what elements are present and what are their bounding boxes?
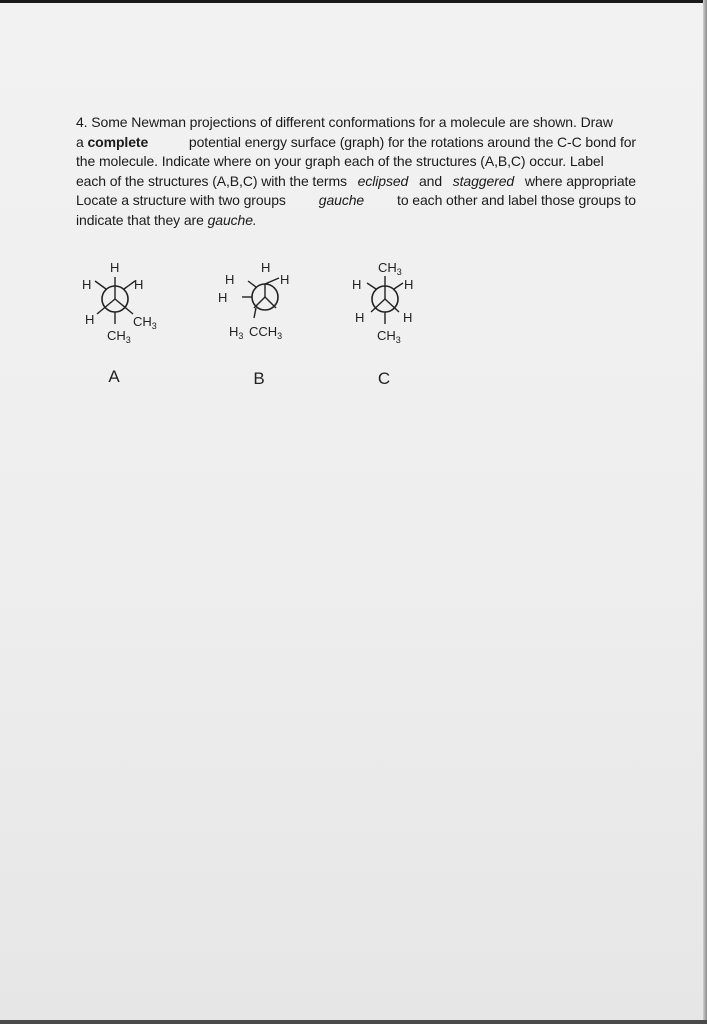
a-back-upper-left-h: H [82,277,92,292]
a-back-upper-right-h: H [134,277,144,292]
question-line-1: 4. Some Newman projections of different conformations for a molecule are shown. Draw [76,114,613,130]
c-upper-left-h: H [352,277,362,292]
question-line-4: each of the structures (A,B,C) with the terms eclipsed and staggered where appropriate [76,172,636,192]
question-number: 4. [76,114,88,130]
a-front-lower-right-ch3: $CH_3$ [133,314,157,331]
page-right-edge [703,0,707,1024]
newman-projection-c [340,252,450,352]
structure-label-b: B [253,369,265,388]
emphasis-complete: complete [87,133,149,150]
b-upper-right-h: H [280,272,290,287]
question-line-5: Locate a structure with two groups gauche to each other and label those groups to [76,191,636,211]
newman-projection-b [210,252,320,352]
b-bottom-cch3: $CCH_3$ [249,324,283,341]
c-lower-right-h: H [403,310,413,325]
question-line-2: a complete potential energy surface (graph) for the rotations around the C-C bond for [76,133,636,150]
term-gauche-2: gauche. [207,211,257,228]
term-eclipsed: eclipsed [357,172,409,189]
question-line-3: the molecule. Indicate where on your graph each of the structures (A,B,C) occur. Label [76,153,604,169]
question-4-text [76,113,636,230]
term-gauche: gauche [318,192,365,208]
page-bottom-edge [0,1020,707,1024]
question-line-6: indicate that they are gauche. [76,211,257,228]
b-bottom-h3c: $H_3$ [229,324,244,341]
b-left-h: H [218,290,228,305]
c-bottom-ch3: $CH_3$ [377,328,401,345]
a-front-top-h: H [110,260,120,275]
term-staggered: staggered [452,172,515,189]
b-top-left-h: H [225,272,235,287]
structure-label-a: A [108,367,120,386]
c-lower-left-h: H [355,310,365,325]
a-back-bottom-ch3: $CH_3$ [107,328,131,345]
newman-projection-a [70,252,180,352]
c-upper-right-h: H [404,277,414,292]
b-top-right-h: H [261,260,271,275]
structure-label-c: C [377,369,391,388]
page-top-edge [0,0,707,3]
a-front-lower-left-h: H [85,312,95,327]
c-top-ch3: $CH_3$ [378,260,402,277]
